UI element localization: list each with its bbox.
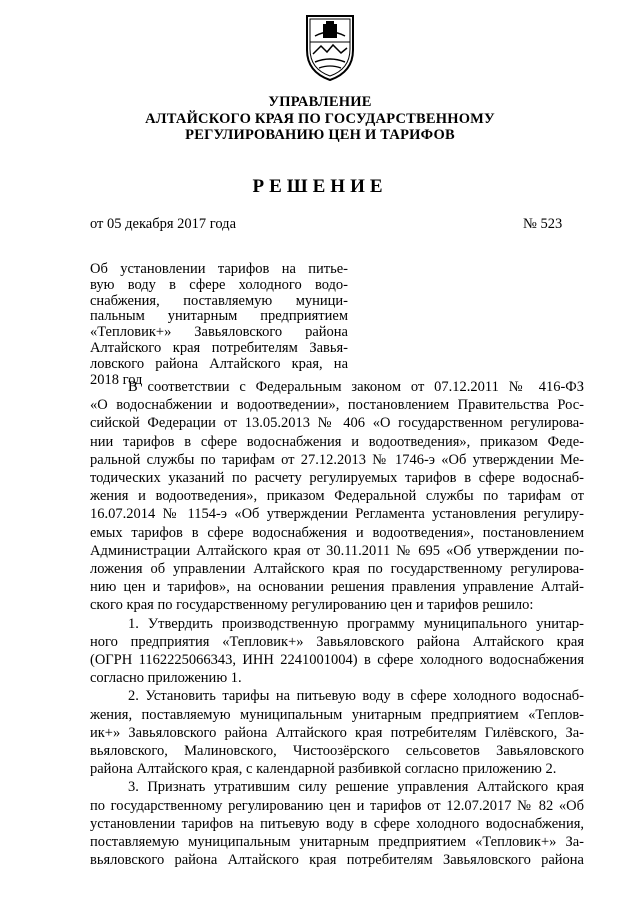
decision-subject — [90, 262, 348, 388]
body-line: установлении тарифов на питьевую воду в сфере холодного водоснабжения, — [90, 815, 584, 832]
body-line: ложения об управлении Алтайского края по государственному регулирова- — [90, 561, 584, 578]
body-line: поставляемую муниципальным унитарным предприятием «Тепловик+» За- — [90, 834, 584, 851]
body-line: сийской Федерации от 13.05.2013 № 406 «О государственном регулирова- — [90, 415, 584, 432]
body-line: емых тарифов в сфере водоснабжения и водоотведения», постановлением — [90, 524, 584, 541]
body-line: ного предприятия «Тепловик+» Завьяловского района Алтайского края — [90, 633, 584, 650]
body-line: (ОГРН 1162225066343, ИНН 2241001004) в сфере холодного водоснабжения — [90, 652, 584, 669]
body-line: В соответствии с Федеральным законом от 07.12.2011 № 416-ФЗ — [128, 379, 584, 395]
body-line: жения, поставляемую муниципальным унитарным предприятием «Теплов- — [90, 706, 584, 723]
document-type-title: РЕШЕНИЕ — [252, 176, 388, 197]
decision-date: от 05 декабря 2017 года — [90, 216, 236, 232]
body-line: вьяловского, Малиновского, Чистоозёрского сельсоветов Завьяловского — [90, 743, 584, 760]
body-line: ского края по государственному регулированию цен и тарифов решило: — [90, 597, 534, 614]
subject-line: вую воду в сфере холодного водо- — [90, 276, 348, 293]
body-line: вьяловского района Алтайского края потребителям Завьяловского района — [90, 852, 584, 869]
body-line: Администрации Алтайского края от 30.11.2011 № 695 «Об утверждении по- — [90, 542, 584, 559]
body-line: нию цен и тарифов», на основании решения правления управление Алтай- — [90, 579, 584, 596]
subject-line: снабжения, поставляемую муници- — [90, 292, 348, 309]
coat-of-arms-emblem — [301, 12, 359, 82]
authority-line: УПРАВЛЕНИЕ — [268, 94, 372, 110]
subject-line: ловского района Алтайского края, на — [90, 355, 348, 372]
subject-line: Об установлении тарифов на питье- — [90, 261, 348, 277]
subject-line: Алтайского края потребителям Завья- — [90, 339, 348, 356]
body-line: тодических указаний по расчету регулируемых тарифов в сфере водоснаб- — [90, 470, 584, 487]
subject-line: пальным унитарным предприятием — [90, 308, 348, 325]
decision-number: № 523 — [523, 216, 563, 232]
body-line: по государственному регулированию цен и тарифов от 12.07.2017 № 82 «Об — [90, 797, 584, 814]
body-line: 16.07.2014 № 1154-э «Об утверждении Регламента установления регулиру- — [90, 506, 584, 523]
body-line: 3. Признать утратившим силу решение управления Алтайского края — [128, 779, 584, 796]
body-line: 1. Утвердить производственную программу муниципального унитар- — [128, 615, 584, 632]
subject-line: 2018 год — [90, 371, 143, 388]
body-line: района Алтайского края, с календарной разбивкой согласно приложению 2. — [90, 761, 557, 778]
body-line: согласно приложению 1. — [90, 670, 242, 687]
authority-line: АЛТАЙСКОГО КРАЯ ПО ГОСУДАРСТВЕННОМУ — [145, 110, 495, 127]
body-line: жения и водоотведения», приказом Федеральной службы по тарифам от — [90, 488, 584, 505]
body-line: ральной службы по тарифам от 27.12.2013 № 1746-э «Об утверждении Ме- — [90, 451, 584, 468]
body-line: «О водоснабжении и водоотведении», постановлением Правительства Рос- — [90, 397, 584, 414]
subject-line: «Тепловик+» Завьяловского района — [90, 324, 348, 341]
body-line: 2. Установить тарифы на питьевую воду в сфере холодного водоснаб- — [128, 688, 584, 705]
body-line: нии тарифов в сфере водоснабжения и водоотведения», приказом Феде- — [90, 433, 584, 450]
body-line: ик+» Завьяловского района Алтайского края потребителям Гилёвского, За- — [90, 724, 584, 741]
decision-body — [90, 378, 584, 869]
authority-line: РЕГУЛИРОВАНИЮ ЦЕН И ТАРИФОВ — [185, 127, 455, 143]
issuing-authority — [0, 94, 640, 144]
